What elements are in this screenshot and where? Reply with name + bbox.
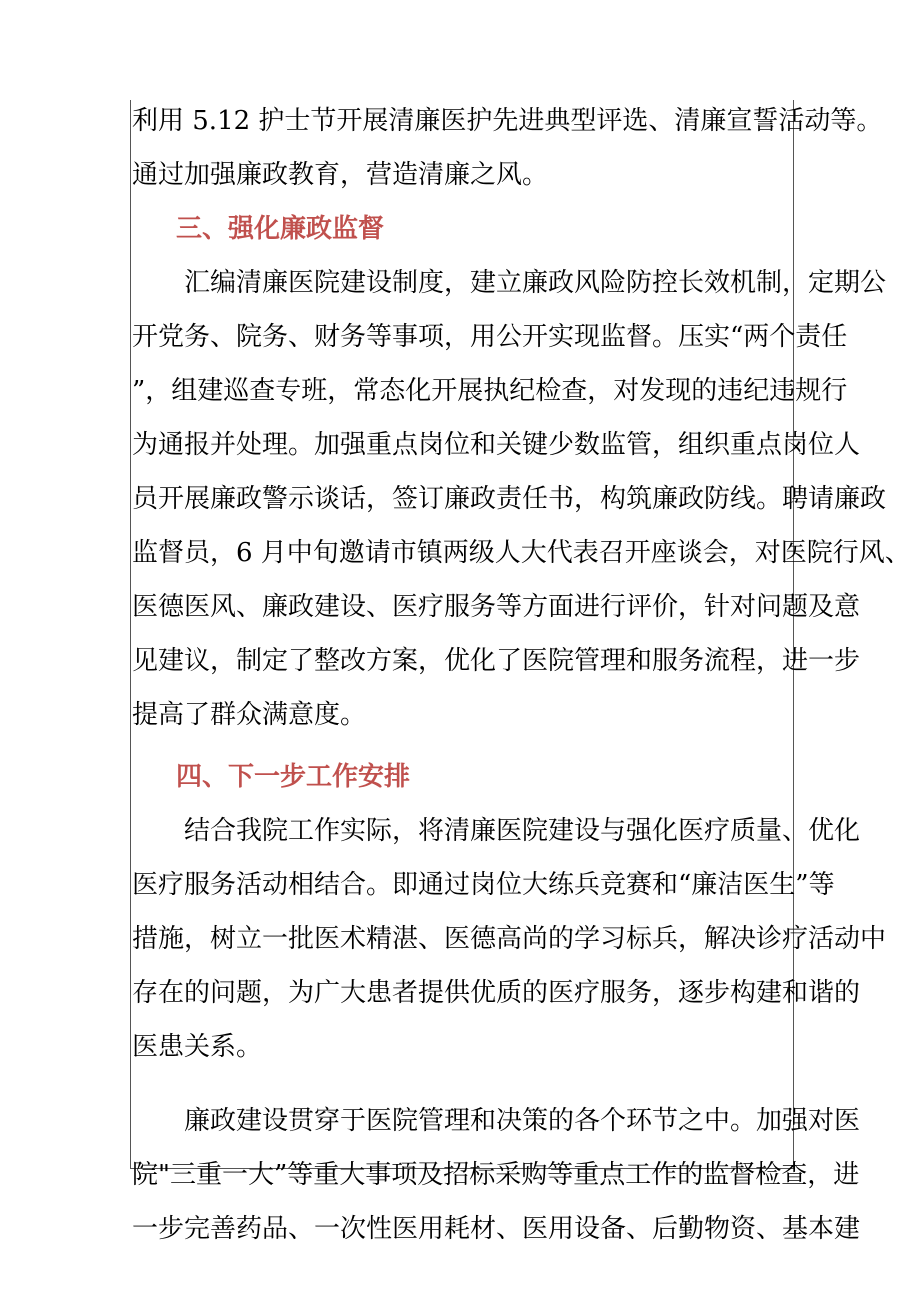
paragraph-line: 通过加强廉政教育，营造清廉之风。 — [132, 160, 549, 190]
paragraph-line: 员开展廉政警示谈话，签订廉政责任书，构筑廉政防线。聘请廉政 — [132, 484, 887, 514]
paragraph-line: 监督员，6 月中旬邀请市镇两级人大代表召开座谈会，对医院行风、 — [132, 538, 911, 568]
paragraph-line: 院"三重一大”等重大事项及招标采购等重点工作的监督检查，进 — [132, 1160, 860, 1190]
paragraph-line: 廉政建设贯穿于医院管理和决策的各个环节之中。加强对医 — [184, 1106, 861, 1136]
paragraph-line: 存在的问题，为广大患者提供优质的医疗服务，逐步构建和谐的 — [132, 978, 861, 1008]
paragraph-line: 一步完善药品、一次性医用耗材、医用设备、后勤物资、基本建 — [132, 1214, 861, 1244]
paragraph-line: 措施，树立一批医术精湛、医德高尚的学习标兵，解决诊疗活动中 — [132, 924, 887, 954]
section-heading-3: 三、强化廉政监督 — [176, 214, 385, 244]
paragraph-line: 为通报并处理。加强重点岗位和关键少数监管，组织重点岗位人 — [132, 430, 861, 460]
paragraph-line: ”，组建巡查专班，常态化开展执纪检查，对发现的违纪违规行 — [132, 376, 848, 406]
paragraph-line: 医德医风、廉政建设、医疗服务等方面进行评价，针对问题及意 — [132, 592, 861, 622]
paragraph-line: 利用 5.12 护士节开展清廉医护先进典型评选、清廉宣誓活动等。 — [132, 106, 883, 136]
paragraph-line: 见建议，制定了整改方案，优化了医院管理和服务流程，进一步 — [132, 646, 861, 676]
paragraph-line: 汇编清廉医院建设制度，建立廉政风险防控长效机制，定期公 — [184, 268, 887, 298]
paragraph-line: 提高了群众满意度。 — [132, 700, 367, 730]
paragraph-line: 开党务、院务、财务等事项，用公开实现监督。压实“两个责任 — [132, 322, 848, 352]
section-heading-4: 四、下一步工作安排 — [176, 762, 411, 792]
paragraph-line: 结合我院工作实际，将清廉医院建设与强化医疗质量、优化 — [184, 816, 861, 846]
paragraph-line: 医疗服务活动相结合。即通过岗位大练兵竞赛和“廉洁医生”等 — [132, 870, 835, 900]
paragraph-line: 医患关系。 — [132, 1032, 263, 1062]
